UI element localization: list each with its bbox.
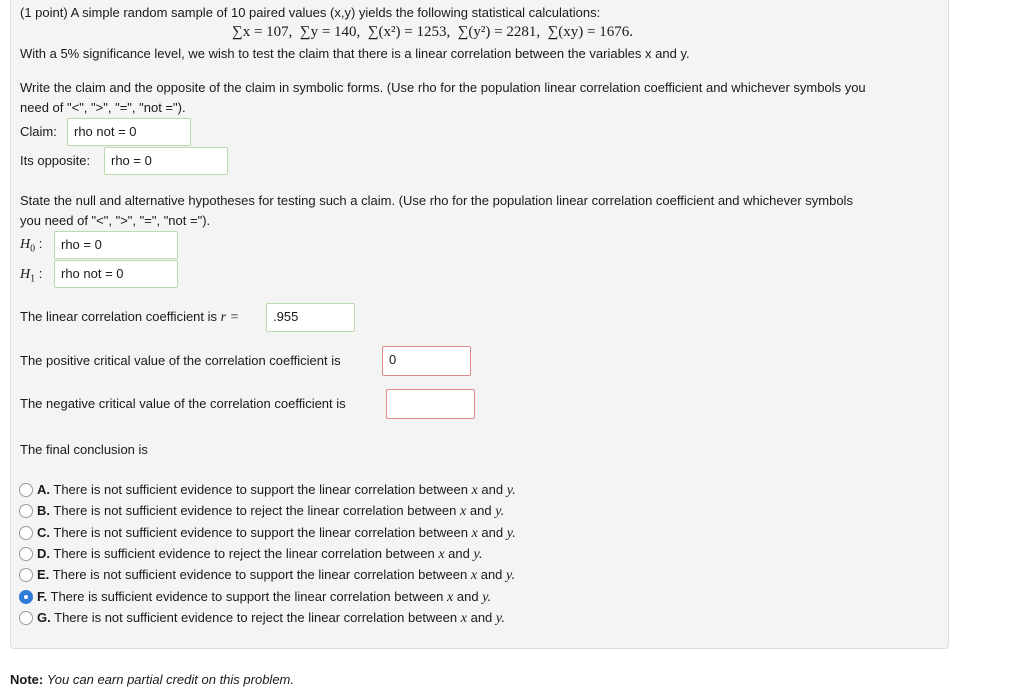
negative-critical-label: The negative critical value of the correlation coefficient is <box>20 396 346 411</box>
r-label: The linear correlation coefficient is r = <box>20 309 240 325</box>
opposite-label: Its opposite: <box>20 153 91 168</box>
hypotheses-instruction-1: State the null and alternative hypotheses for testing such a claim. (Use rho for the population linear correlation coefficient and whichever symbols <box>20 193 853 208</box>
h1-input[interactable]: rho not = 0 <box>54 260 178 288</box>
sum-x2: ∑(x²) = 1253, <box>367 24 451 40</box>
conclusion-label: The final conclusion is <box>20 442 148 457</box>
option-a-radio[interactable] <box>19 483 33 497</box>
negative-critical-input[interactable] <box>386 389 475 419</box>
positive-critical-label: The positive critical value of the correlation coefficient is <box>20 353 341 368</box>
option-b[interactable]: B. There is not sufficient evidence to reject the linear correlation between x and y. <box>37 503 505 519</box>
option-f-radio[interactable] <box>19 590 33 604</box>
option-c-radio[interactable] <box>19 526 33 540</box>
option-g[interactable]: G. There is not sufficient evidence to reject the linear correlation between x and y. <box>37 610 505 626</box>
positive-critical-input[interactable]: 0 <box>382 346 471 376</box>
claim-label: Claim: <box>20 124 57 139</box>
h0-input[interactable]: rho = 0 <box>54 231 178 259</box>
option-a[interactable]: A. There is not sufficient evidence to support the linear correlation between x and y. <box>37 482 516 498</box>
r-symbol: r = <box>220 310 240 325</box>
claim-instruction-2: need of "<", ">", "=", "not ="). <box>20 100 186 115</box>
option-b-radio[interactable] <box>19 504 33 518</box>
significance-statement: With a 5% significance level, we wish to test the claim that there is a linear correlation between the variables x and y. <box>20 46 690 61</box>
sum-x: ∑x = 107, <box>232 24 293 40</box>
option-d-radio[interactable] <box>19 547 33 561</box>
partial-credit-note: Note: You can earn partial credit on this problem. <box>10 672 294 687</box>
sum-xy: ∑(xy) = 1676. <box>547 24 633 40</box>
r-input[interactable]: .955 <box>266 303 355 332</box>
option-g-radio[interactable] <box>19 611 33 625</box>
option-f[interactable]: F. There is sufficient evidence to support the linear correlation between x and y. <box>37 589 492 605</box>
h1-label: $H_1$ : <box>20 266 43 285</box>
option-e-radio[interactable] <box>19 568 33 582</box>
option-c[interactable]: C. There is not sufficient evidence to support the linear correlation between x and y. <box>37 525 516 541</box>
claim-instruction-1: Write the claim and the opposite of the claim in symbolic forms. (Use rho for the population linear correlation coefficient and whichever symbols you <box>20 80 866 95</box>
hypotheses-instruction-2: you need of "<", ">", "=", "not ="). <box>20 213 211 228</box>
sum-y: ∑y = 140, <box>299 24 361 40</box>
opposite-input[interactable]: rho = 0 <box>104 147 228 175</box>
sum-y2: ∑(y²) = 2281, <box>457 24 541 40</box>
sums-line <box>232 24 633 41</box>
option-d[interactable]: D. There is sufficient evidence to reject the linear correlation between x and y. <box>37 546 483 562</box>
claim-input[interactable]: rho not = 0 <box>67 118 191 146</box>
problem-intro: (1 point) A simple random sample of 10 paired values (x,y) yields the following statistical calculations: <box>20 5 601 20</box>
h0-label: $H_0$ : <box>20 236 43 255</box>
option-e[interactable]: E. There is not sufficient evidence to support the linear correlation between x and y. <box>37 567 515 583</box>
